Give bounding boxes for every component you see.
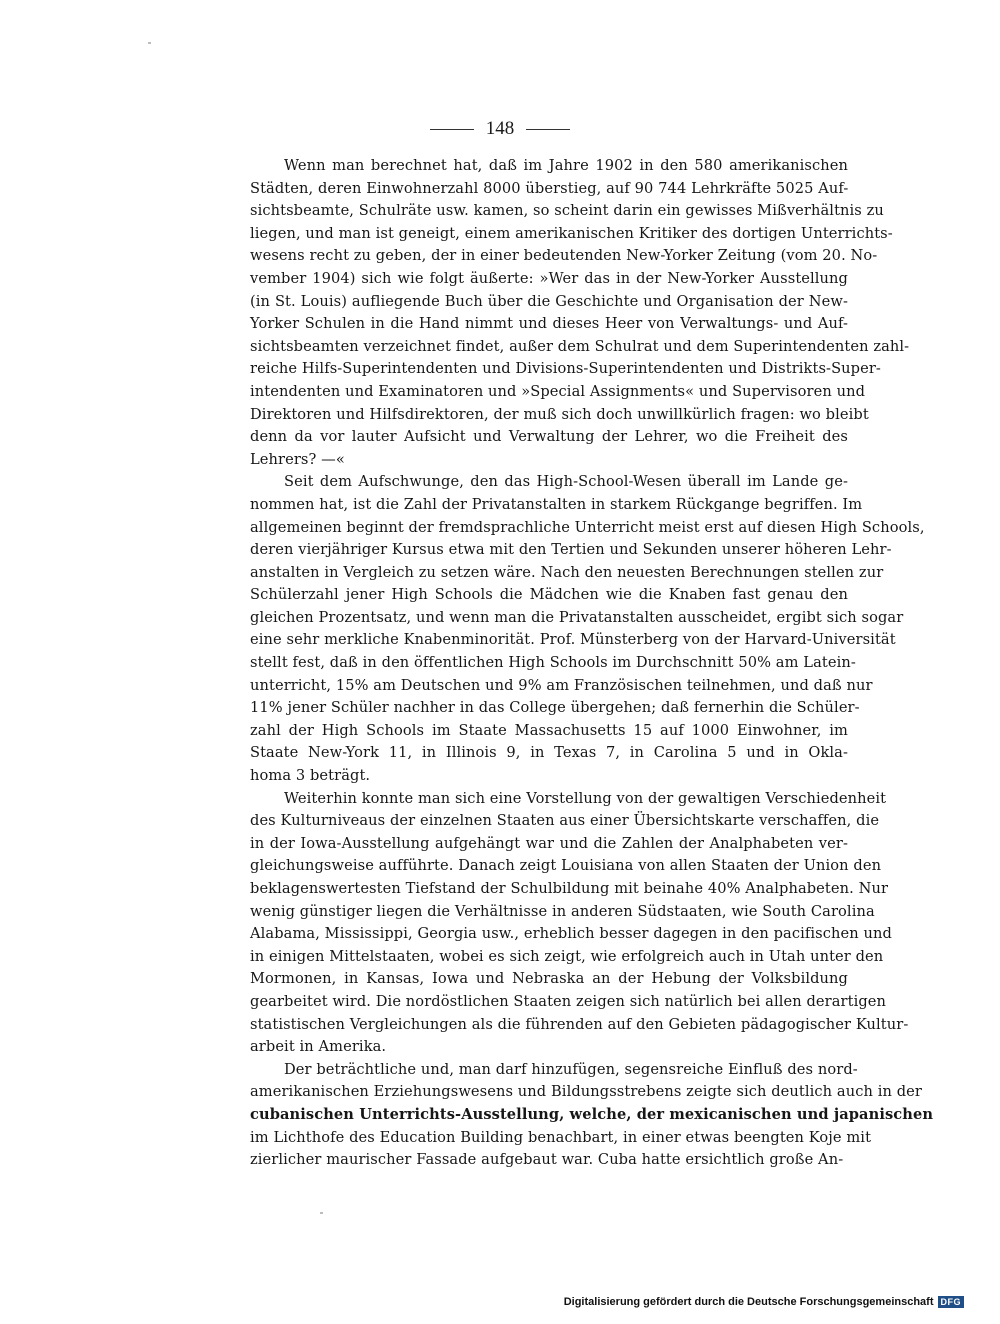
text-line: cubanischen Unterrichts-Ausstellung, welche, der mexicanischen und japanischen <box>250 1105 934 1123</box>
text-line: Schülerzahl jener High Schools die Mädchen wie die Knaben fast genau den <box>250 586 848 604</box>
text-line: Alabama, Mississippi, Georgia usw., erheblich besser dagegen in den pacifischen und <box>250 925 892 943</box>
text-line: liegen, und man ist geneigt, einem amerikanischen Kritiker des dortigen Unterrichts- <box>250 224 893 242</box>
text-line: wesens recht zu geben, der in einer bedeutenden New-Yorker Zeitung (vom 20. No- <box>250 247 878 265</box>
dfg-logo: DFG <box>938 1296 965 1308</box>
text-line: homa 3 beträgt. <box>250 767 371 785</box>
text-line: gleichungsweise aufführte. Danach zeigt Louisiana von allen Staaten der Union den <box>250 857 882 875</box>
text-line: zierlicher maurischer Fassade aufgebaut war. Cuba hatte ersichtlich große An- <box>250 1151 844 1169</box>
text-line: sichtsbeamten verzeichnet findet, außer dem Schulrat und dem Superintendenten zahl- <box>250 337 910 355</box>
text-line: 11% jener Schüler nachher in das College übergehen; daß fernerhin die Schüler- <box>250 699 860 717</box>
text-line: amerikanischen Erziehungswesens und Bildungsstrebens zeigte sich deutlich auch in der <box>250 1083 922 1101</box>
text-line: vember 1904) sich wie folgt äußerte: »Wer das in der New-Yorker Ausstellung <box>250 269 848 287</box>
text-line: wenig günstiger liegen die Verhältnisse in anderen Südstaaten, wie South Carolina <box>250 902 875 920</box>
text-line: in einigen Mittelstaaten, wobei es sich zeigt, wie erfolgreich auch in Utah unter den <box>250 947 884 965</box>
text-line: arbeit in Amerika. <box>250 1038 387 1056</box>
text-line: reiche Hilfs-Superintendenten und Divisions-Superintendenten und Distrikts-Super- <box>250 360 881 378</box>
text-line: allgemeinen beginnt der fremdsprachliche Unterricht meist erst auf diesen High Schools, <box>250 518 925 536</box>
text-line: sichtsbeamte, Schulräte usw. kamen, so scheint darin ein gewisses Mißverhältnis zu <box>250 202 884 220</box>
page-number-dash <box>526 129 570 130</box>
body-text <box>250 155 934 1172</box>
text-line: Weiterhin konnte man sich eine Vorstellung von der gewaltigen Verschiedenheit <box>284 789 887 807</box>
text-line: Städten, deren Einwohnerzahl 8000 überstieg, auf 90 744 Lehrkräfte 5025 Auf- <box>250 179 849 197</box>
text-line: anstalten in Vergleich zu setzen wäre. Nach den neuesten Berechnungen stellen zur <box>250 563 884 581</box>
paragraph <box>250 155 910 471</box>
text-line: denn da vor lauter Aufsicht und Verwaltung der Lehrer, wo die Freiheit des <box>250 428 848 446</box>
paragraph <box>250 471 925 787</box>
paragraph <box>250 1059 934 1172</box>
page-number-text: 148 <box>485 118 515 139</box>
text-line: zahl der High Schools im Staate Massachusetts 15 auf 1000 Einwohner, im <box>250 721 848 739</box>
text-line: deren vierjähriger Kursus etwa mit den Tertien und Sekunden unserer höheren Lehr- <box>250 541 892 559</box>
text-line: des Kulturniveaus der einzelnen Staaten aus einer Übersichtskarte verschaffen, die <box>250 812 880 830</box>
text-line: Yorker Schulen in die Hand nimmt und dieses Heer von Verwaltungs- und Auf- <box>250 315 848 333</box>
text-line: Staate New-York 11, in Illinois 9, in Texas 7, in Carolina 5 und in Okla- <box>250 744 848 762</box>
text-line: Seit dem Aufschwunge, den das High-School-Wesen überall im Lande ge- <box>284 473 848 491</box>
paragraph <box>250 788 909 1059</box>
text-line: gleichen Prozentsatz, und wenn man die Privatanstalten ausscheidet, ergibt sich sogar <box>250 608 904 626</box>
text-line: beklagenswertesten Tiefstand der Schulbildung mit beinahe 40% Analphabeten. Nur <box>250 880 889 897</box>
text-line: nommen hat, ist die Zahl der Privatanstalten in starkem Rückgange begriffen. Im <box>250 495 863 513</box>
text-line: Wenn man berechnet hat, daß im Jahre 1902 in den 580 amerikanischen <box>284 157 848 174</box>
text-line: stellt fest, daß in den öffentlichen High Schools im Durchschnitt 50% am Latein- <box>250 654 856 672</box>
page-number-dash <box>430 129 474 130</box>
footer <box>564 1296 964 1308</box>
text-line: im Lichthofe des Education Building benachbart, in einer etwas beengten Koje mit <box>250 1128 872 1146</box>
text-line: Direktoren und Hilfsdirektoren, der muß sich doch unwillkürlich fragen: wo bleibt <box>250 405 869 423</box>
text-line: eine sehr merkliche Knabenminorität. Prof. Münsterberg von der Harvard-Universität <box>250 631 896 649</box>
text-line: in der Iowa-Ausstellung aufgehängt war und die Zahlen der Analphabeten ver- <box>250 834 848 852</box>
footer-credit: Digitalisierung gefördert durch die Deutsche Forschungsgemeinschaft <box>563 1296 934 1308</box>
text-line: statistischen Vergleichungen als die führenden auf den Gebieten pädagogischer Kultur- <box>250 1015 909 1033</box>
text-line: gearbeitet wird. Die nordöstlichen Staaten zeigen sich natürlich bei allen derartigen <box>250 992 887 1010</box>
text-line: Mormonen, in Kansas, Iowa und Nebraska an der Hebung der Volksbildung <box>250 970 848 988</box>
page-number <box>0 118 1000 140</box>
text-line: Lehrers? —« <box>250 450 345 468</box>
text-line: (in St. Louis) aufliegende Buch über die Geschichte und Organisation der New- <box>250 292 848 310</box>
scan-speck <box>148 42 151 44</box>
text-line: intendenten und Examinatoren und »Special Assignments« und Supervisoren und <box>250 382 866 400</box>
text-line: unterricht, 15% am Deutschen und 9% am Französischen teilnehmen, und daß nur <box>250 676 873 694</box>
text-line: Der beträchtliche und, man darf hinzufügen, segensreiche Einfluß des nord- <box>284 1060 858 1078</box>
scan-speck <box>320 1212 323 1214</box>
